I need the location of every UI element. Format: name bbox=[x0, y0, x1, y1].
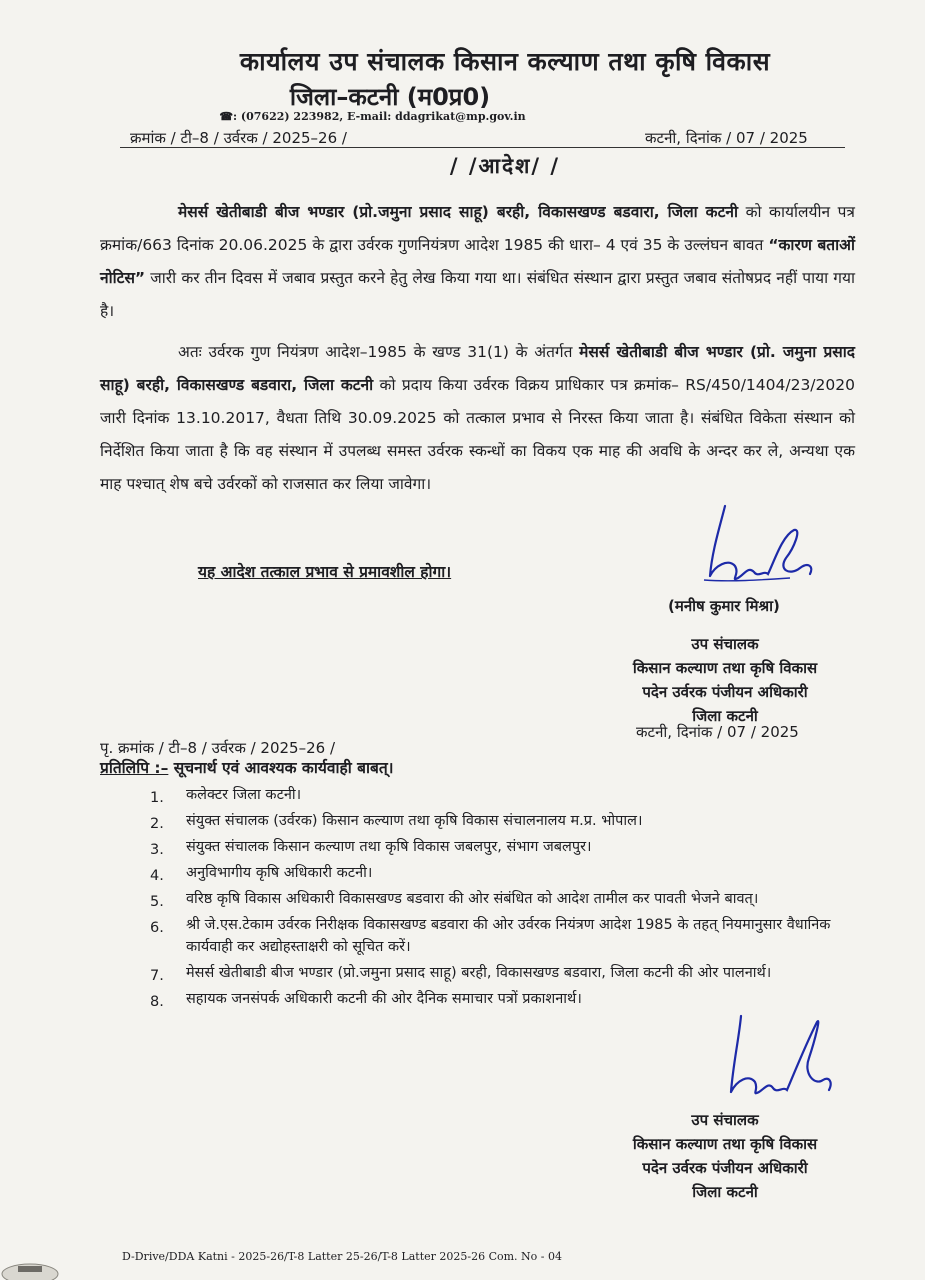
list-number: 1. bbox=[150, 790, 164, 806]
list-text: मेसर्स खेतीबाडी बीज भण्डार (प्रो.जमुना प्रसाद साहू) बरही, विकासखण्ड बडवारा, जिला कटनी की ओर पालनार्थ। bbox=[186, 965, 772, 981]
list-number: 8. bbox=[150, 994, 164, 1010]
designation-line: उप संचालक bbox=[691, 1111, 759, 1129]
paragraph-text: अतः उर्वरक गुण नियंत्रण आदेश–1985 के खण्ड 31(1) के अंतर्गत bbox=[178, 343, 580, 361]
paragraph-text: जारी कर तीन दिवस में जबाव प्रस्तुत करने हेतु लेख किया गया था। संबंधित संस्थान द्वारा प्रस्तुत जबाव संतोषप्रद नहीं पाया गया है। bbox=[100, 269, 855, 320]
list-number: 2. bbox=[150, 816, 164, 832]
reference-date: कटनी, दिनांक / 07 / 2025 bbox=[645, 129, 808, 147]
designation-line: किसान कल्याण तथा कृषि विकास bbox=[632, 1135, 818, 1153]
paragraph-text: को प्रदाय किया उर्वरक विक्रय प्राधिकार पत्र क्रमांक– RS/450/1404/23/2020 जारी दिनांक 13.10.2017, वैधता तिथि 30.09.2025 को तत्काल प्रभाव से निरस्त किया जाता है। संबंधित विकेता संस्थान को निर्देशित किया जाता है कि वह संस्थान में उपलब्ध समस्त उर्वरक स्कन्धों का विकय एक माह की अवधि के अन्दर कर ले, अन्यथा एक माह पश्चात् शेष बचे उर्वरकों को राजसात कर लिया जावेगा। bbox=[100, 376, 855, 493]
list-item bbox=[150, 914, 870, 958]
contact-line: ☎: (07622) 223982, E-mail: ddagrikat@mp.gov.in bbox=[219, 110, 526, 123]
effect-line: यह आदेश तत्काल प्रभाव से प्रमावशील होगा। bbox=[198, 563, 452, 581]
notice-label: “कारण बताओं नोटिस” bbox=[100, 236, 855, 287]
list-item bbox=[150, 784, 870, 806]
list-text: अनुविभागीय कृषि अधिकारी कटनी। bbox=[186, 865, 373, 881]
copy-purpose: सूचनार्थ एवं आवश्यक कार्यवाही बाबत्। bbox=[168, 759, 394, 777]
signatory-name: (मनीष कुमार मिश्रा) bbox=[668, 597, 780, 615]
designation-line: पदेन उर्वरक पंजीयन अधिकारी bbox=[642, 1159, 808, 1177]
list-item bbox=[150, 888, 870, 910]
designation-line: जिला कटनी bbox=[692, 707, 758, 725]
list-item bbox=[150, 862, 870, 884]
list-item bbox=[150, 836, 870, 858]
designation-line: किसान कल्याण तथा कृषि विकास bbox=[632, 659, 818, 677]
list-item bbox=[150, 988, 870, 1010]
copy-label: प्रतिलिपि :– bbox=[100, 759, 169, 777]
paragraph-show-cause bbox=[100, 196, 855, 328]
list-number: 3. bbox=[150, 842, 164, 858]
list-number: 4. bbox=[150, 868, 164, 884]
firm-name: मेसर्स खेतीबाडी बीज भण्डार (प्रो.जमुना प्रसाद साहू) बरही, विकासखण्ड बडवारा, जिला कटनी bbox=[178, 203, 739, 221]
list-number: 5. bbox=[150, 894, 164, 910]
order-title: / /आदेश/ / bbox=[449, 154, 561, 178]
list-text: श्री जे.एस.टेकाम उर्वरक निरीक्षक विकासखण्ड बडवारा की ओर उर्वरक नियंत्रण आदेश 1985 के तहत् नियमानुसार वैधानिक कार्यवाही कर अद्योहस्ताक्षरी को सूचित करें। bbox=[186, 917, 831, 955]
district-title: जिला–कटनी (म0प्र0) bbox=[289, 83, 491, 111]
designation-line: पदेन उर्वरक पंजीयन अधिकारी bbox=[642, 683, 808, 701]
designation-line: जिला कटनी bbox=[692, 1183, 758, 1201]
header-divider bbox=[120, 147, 845, 148]
list-text: कलेक्टर जिला कटनी। bbox=[186, 787, 302, 803]
list-number: 6. bbox=[150, 920, 164, 936]
footer-path: D-Drive/DDA Katni - 2025-26/T-8 Latter 25-26/T-8 Latter 2025-26 Com. No - 04 bbox=[122, 1250, 563, 1263]
designation-line: उप संचालक bbox=[691, 635, 759, 653]
paragraph-text: को कार्यालयीन पत्र क्रमांक/663 दिनांक 20.06.2025 के द्वारा उर्वरक गुणनियंत्रण आदेश 1985 की धारा– 4 एवं 35 के उल्लंघन बावत bbox=[100, 203, 855, 254]
signatory-designation bbox=[580, 1108, 870, 1204]
list-item bbox=[150, 810, 870, 832]
reference-number: क्रमांक / टी–8 / उर्वरक / 2025–26 / bbox=[130, 129, 347, 147]
list-text: वरिष्ठ कृषि विकास अधिकारी विकासखण्ड बडवारा की ओर संबंधित को आदेश तामील कर पावती भेजने बावत्। bbox=[186, 891, 759, 907]
copy-reference-number: पृ. क्रमांक / टी–8 / उर्वरक / 2025–26 / bbox=[100, 739, 336, 757]
paragraph-cancellation bbox=[100, 336, 855, 501]
firm-name: मेसर्स खेतीबाडी बीज भण्डार (प्रो. जमुना प्रसाद साहू) बरही, विकासखण्ड बडवारा, जिला कटनी bbox=[100, 343, 855, 394]
list-text: संयुक्त संचालक (उर्वरक) किसान कल्याण तथा कृषि विकास संचालनालय म.प्र. भोपाल। bbox=[186, 813, 643, 829]
list-item bbox=[150, 962, 870, 984]
list-text: संयुक्त संचालक किसान कल्याण तथा कृषि विकास जबलपुर, संभाग जबलपुर। bbox=[186, 839, 592, 855]
copy-date: कटनी, दिनांक / 07 / 2025 bbox=[636, 723, 799, 741]
signatory-designation bbox=[580, 632, 870, 728]
copy-heading bbox=[100, 756, 394, 778]
list-text: सहायक जनसंपर्क अधिकारी कटनी की ओर दैनिक समाचार पत्रों प्रकाशनार्थ। bbox=[186, 991, 582, 1007]
copy-list bbox=[150, 784, 870, 1014]
office-title: कार्यालय उप संचालक किसान कल्याण तथा कृषि विकास bbox=[239, 47, 771, 76]
list-number: 7. bbox=[150, 968, 164, 984]
signature-image bbox=[690, 496, 830, 596]
signature-image bbox=[715, 1010, 845, 1110]
corner-stamp-icon bbox=[0, 1256, 60, 1280]
